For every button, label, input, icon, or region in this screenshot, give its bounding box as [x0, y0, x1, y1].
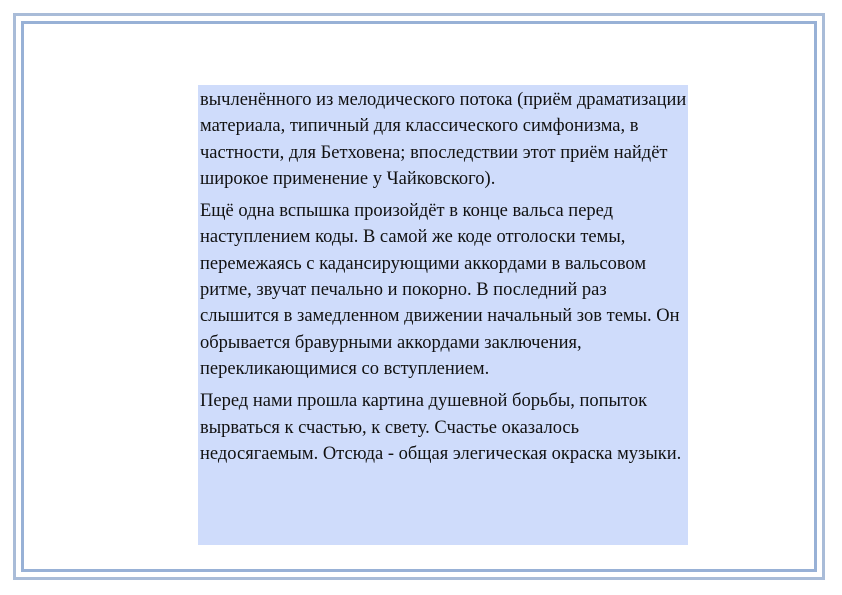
- paragraph-2: Ещё одна вспышка произойдёт в конце вальса перед наступлением коды. В самой же коде отголоски темы, перемежаясь с кадансирующими аккордами в вальсовом ритме, звучат печально и покорно. В последний раз слышится в замедленном движении начальный зов темы. Он обрывается бравурными аккордами заключения, перекликающимися со вступлением.: [200, 201, 680, 379]
- paragraph-1: вычленённого из мелодического потока (приём драматизации материала, типичный для классического симфонизма, в частности, для Бетховена; впоследствии этот приём найдёт широкое применение у Чайковского).: [200, 90, 687, 189]
- text-block: [198, 85, 688, 545]
- paragraph-3: Перед нами прошла картина душевной борьбы, попыток вырваться к счастью, к свету. Счастье оказалось недосягаемым. Отсюда - общая элегическая окраска музыки.: [200, 391, 682, 464]
